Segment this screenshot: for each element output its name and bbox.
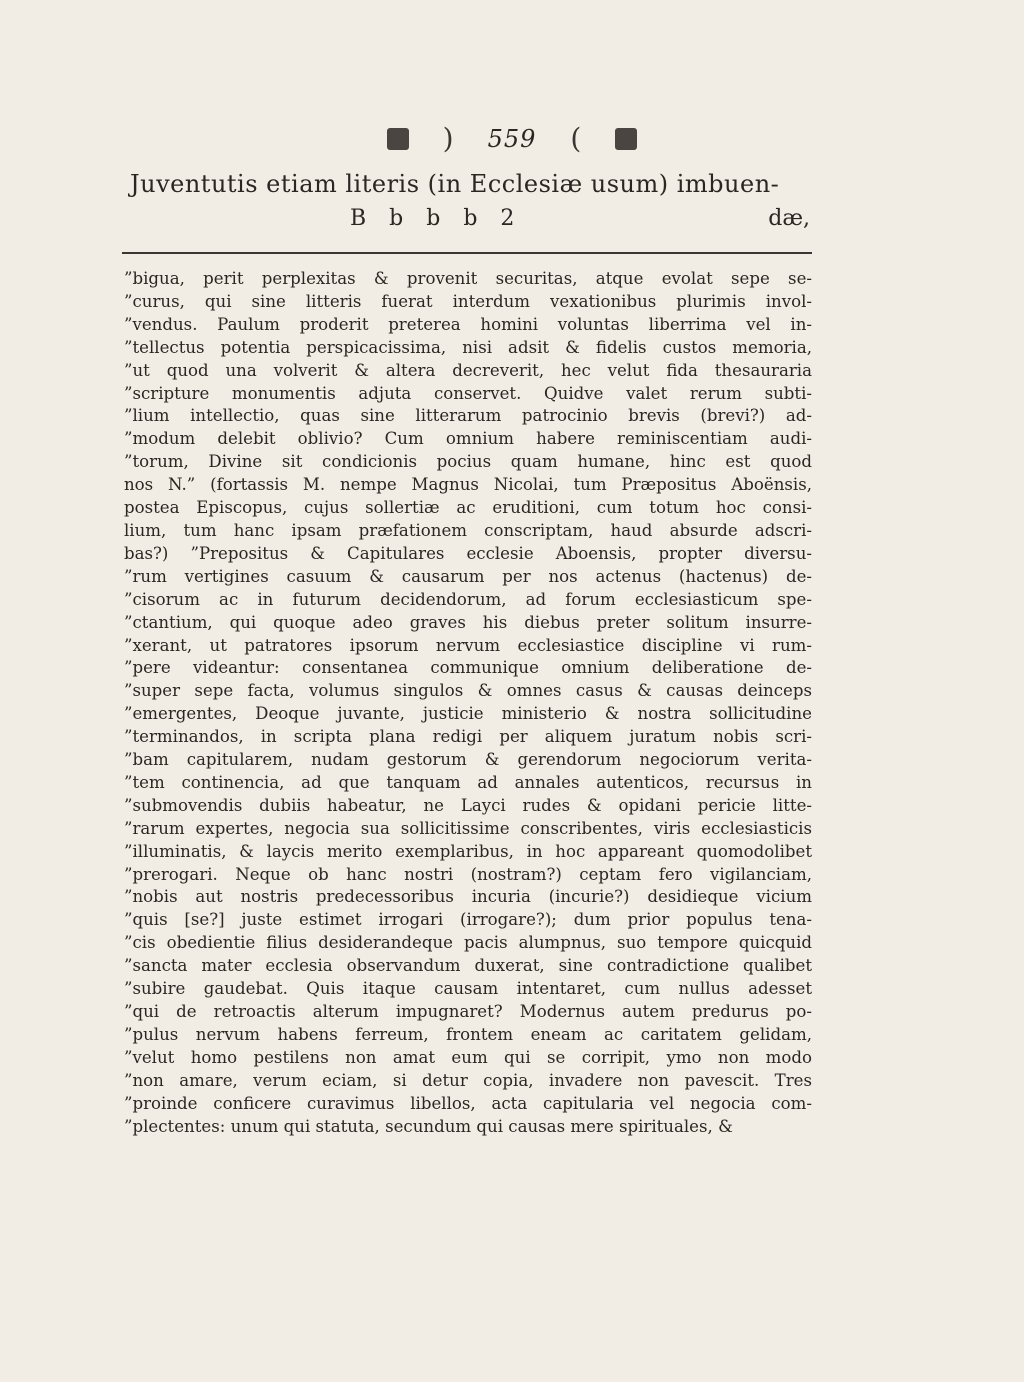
text-line: ”plectentes: unum qui statuta, secundum qui causas mere spirituales, & <box>124 1116 733 1136</box>
text-line: ”velut homo pestilens non amat eum qui se corripit, ymo non modo <box>124 1047 812 1067</box>
text-line: ”rarum expertes, negocia sua sollicitissime conscribentes, viris ecclesiasticis <box>124 818 812 838</box>
text-line: ”ut quod una volverit & altera decreverit, hec velut fida thesauraria <box>124 360 812 380</box>
body-text <box>124 268 812 1138</box>
page-number: 559 <box>487 124 537 153</box>
ornament-left-icon <box>387 128 409 150</box>
text-line: postea Episcopus, cujus sollertiæ ac eruditioni, cum totum hoc consi- <box>124 498 812 518</box>
text-line: ”proinde conficere curavimus libellos, acta capitularia vel negocia com- <box>124 1093 812 1113</box>
text-line: ”tellectus potentia perspicacissima, nisi adsit & fidelis custos memoria, <box>124 337 812 357</box>
text-line: ”bam capitularem, nudam gestorum & gerendorum negociorum verita- <box>124 750 812 770</box>
bracket-left: ) <box>442 122 454 155</box>
text-line: ”illuminatis, & laycis merito exemplaribus, in hoc appareant quomodolibet <box>124 841 812 861</box>
text-line: ”qui de retroactis alterum impugnaret? Modernus autem predurus po- <box>124 1002 812 1021</box>
text-line: ”nobis aut nostris predecessoribus incuria (incurie?) desidieque vicium <box>124 887 812 907</box>
continued-heading-line: Juventutis etiam literis (in Ecclesiæ usum) imbuen- <box>130 170 780 198</box>
catchword: dæ, <box>768 206 810 231</box>
text-line: ”tem continencia, ad que tanquam ad annales autenticos, recursus in <box>124 772 812 792</box>
signature-mark: B b b b 2 <box>350 206 523 231</box>
header-rule <box>122 252 812 254</box>
text-line: ”scripture monumentis adjuta conservet. Quidve valet rerum subti- <box>124 383 812 403</box>
text-line: ”bigua, perit perplexitas & provenit securitas, atque evolat sepe se- <box>124 269 812 288</box>
text-line: ”xerant, ut patratores ipsorum nervum ecclesiastice discipline vi rum- <box>124 635 812 655</box>
text-line: ”non amare, verum eciam, si detur copia, invadere non pavescit. Tres <box>124 1070 812 1090</box>
text-line: ”rum vertigines casuum & causarum per nos actenus (hactenus) de- <box>124 566 812 586</box>
text-line: ”pere videantur: consentanea communique omnium deliberatione de- <box>124 658 812 678</box>
text-line: ”cis obedientie filius desiderandeque pacis alumpnus, suo tempore quicquid <box>124 933 812 953</box>
text-line: ”pulus nervum habens ferreum, frontem eneam ac caritatem gelidam, <box>124 1024 812 1044</box>
text-line: ”terminandos, in scripta plana redigi per aliquem juratum nobis scri- <box>124 727 812 747</box>
text-line: ”emergentes, Deoque juvante, justicie ministerio & nostra sollicitudine <box>124 704 812 724</box>
ornament-right-icon <box>615 128 637 150</box>
text-line: ”lium intellectio, quas sine litterarum patrocinio brevis (brevi?) ad- <box>124 406 812 426</box>
bracket-right: ( <box>570 122 582 155</box>
text-line: ”curus, qui sine litteris fuerat interdum vexationibus plurimis invol- <box>124 291 812 311</box>
text-line: ”torum, Divine sit condicionis pocius quam humane, hinc est quod <box>124 452 812 472</box>
text-line: ”subire gaudebat. Quis itaque causam intentaret, cum nullus adesset <box>124 979 812 999</box>
text-line: ”super sepe facta, volumus singulos & omnes casus & causas deinceps <box>124 681 812 701</box>
text-line: ”cisorum ac in futurum decidendorum, ad forum ecclesiasticum spe- <box>124 589 812 609</box>
text-line: ”ctantium, qui quoque adeo graves his diebus preter solitum insurre- <box>124 612 812 632</box>
text-line: ”modum delebit oblivio? Cum omnium habere reminiscentiam audi- <box>124 429 812 449</box>
text-line: bas?) ”Prepositus & Capitulares ecclesie Aboensis, propter diversu- <box>124 543 812 563</box>
text-line: nos N.” (fortassis M. nempe Magnus Nicolai, tum Præpositus Aboënsis, <box>124 475 812 495</box>
text-line: ”submovendis dubiis habeatur, ne Layci rudes & opidani pericie litte- <box>124 795 812 815</box>
text-line: ”prerogari. Neque ob hanc nostri (nostram?) ceptam fero vigilanciam, <box>124 864 812 884</box>
text-line: ”sancta mater ecclesia observandum duxerat, sine contradictione qualibet <box>124 956 812 976</box>
text-line: ”vendus. Paulum proderit preterea homini voluntas liberrima vel in- <box>124 314 812 334</box>
running-header <box>0 122 1024 155</box>
text-line: ”quis [se?] juste estimet irrogari (irrogare?); dum prior populus tena- <box>124 910 812 930</box>
text-line: lium, tum hanc ipsam præfationem conscriptam, haud absurde adscri- <box>124 520 812 540</box>
